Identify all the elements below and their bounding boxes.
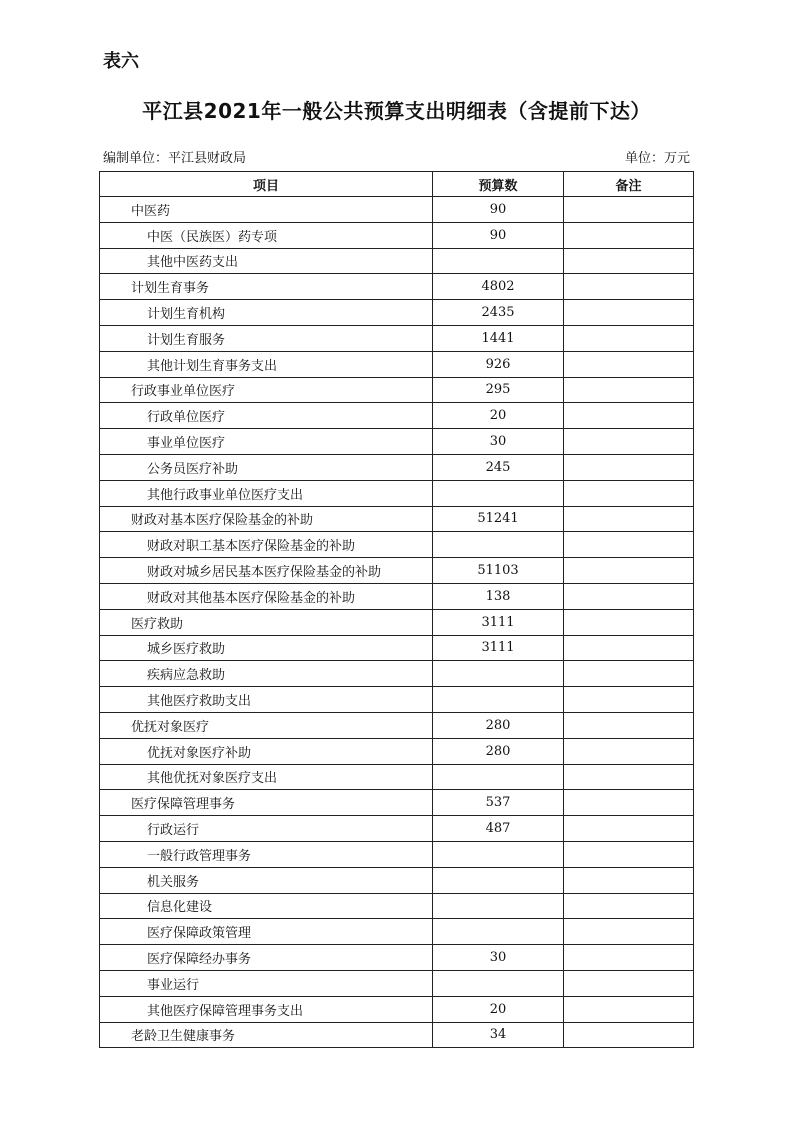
table-row (100, 687, 694, 713)
table-row (100, 945, 694, 971)
row-budget-amount (433, 764, 564, 790)
row-budget-amount (433, 970, 564, 996)
row-budget-amount: 51241 (433, 506, 564, 532)
row-item-name: 其他行政事业单位医疗支出 (100, 480, 433, 506)
row-note (564, 945, 694, 971)
row-note (564, 738, 694, 764)
row-item-name: 行政运行 (100, 816, 433, 842)
row-note (564, 274, 694, 300)
column-header-note: 备注 (564, 172, 694, 197)
row-budget-amount: 537 (433, 790, 564, 816)
row-note (564, 790, 694, 816)
table-row (100, 377, 694, 403)
table-body (100, 197, 694, 1048)
row-budget-amount (433, 532, 564, 558)
table-row (100, 764, 694, 790)
compiling-unit: 编制单位：平江县财政局 (103, 151, 247, 166)
table-row (100, 506, 694, 532)
row-budget-amount: 280 (433, 712, 564, 738)
row-budget-amount: 926 (433, 351, 564, 377)
row-item-name: 财政对其他基本医疗保险基金的补助 (100, 583, 433, 609)
row-item-name: 其他优抚对象医疗支出 (100, 764, 433, 790)
table-row (100, 893, 694, 919)
row-item-name: 医疗保障管理事务 (100, 790, 433, 816)
row-note (564, 300, 694, 326)
row-item-name: 财政对城乡居民基本医疗保险基金的补助 (100, 558, 433, 584)
budget-table (99, 171, 694, 1048)
row-note (564, 970, 694, 996)
row-note (564, 429, 694, 455)
row-item-name: 其他中医药支出 (100, 248, 433, 274)
row-note (564, 197, 694, 223)
row-budget-amount: 30 (433, 945, 564, 971)
row-note (564, 712, 694, 738)
table-row (100, 480, 694, 506)
row-budget-amount (433, 867, 564, 893)
table-row (100, 300, 694, 326)
row-item-name: 行政单位医疗 (100, 403, 433, 429)
row-item-name: 疾病应急救助 (100, 661, 433, 687)
row-budget-amount: 4802 (433, 274, 564, 300)
row-note (564, 609, 694, 635)
row-budget-amount (433, 919, 564, 945)
row-item-name: 事业运行 (100, 970, 433, 996)
row-item-name: 行政事业单位医疗 (100, 377, 433, 403)
row-note (564, 222, 694, 248)
row-item-name: 中医（民族医）药专项 (100, 222, 433, 248)
row-note (564, 764, 694, 790)
row-budget-amount (433, 661, 564, 687)
table-row (100, 867, 694, 893)
row-note (564, 532, 694, 558)
row-note (564, 403, 694, 429)
row-note (564, 377, 694, 403)
row-note (564, 506, 694, 532)
row-note (564, 454, 694, 480)
row-note (564, 841, 694, 867)
row-budget-amount (433, 893, 564, 919)
row-budget-amount (433, 480, 564, 506)
row-note (564, 635, 694, 661)
row-item-name: 计划生育机构 (100, 300, 433, 326)
row-budget-amount: 2435 (433, 300, 564, 326)
row-budget-amount (433, 248, 564, 274)
row-note (564, 558, 694, 584)
row-budget-amount: 1441 (433, 325, 564, 351)
row-note (564, 351, 694, 377)
table-row (100, 558, 694, 584)
currency-unit: 单位：万元 (624, 151, 690, 166)
row-item-name: 医疗保障政策管理 (100, 919, 433, 945)
table-row (100, 454, 694, 480)
row-note (564, 661, 694, 687)
row-budget-amount: 487 (433, 816, 564, 842)
row-budget-amount: 51103 (433, 558, 564, 584)
table-row (100, 197, 694, 223)
row-budget-amount: 245 (433, 454, 564, 480)
table-row (100, 532, 694, 558)
row-item-name: 医疗救助 (100, 609, 433, 635)
row-item-name: 其他医疗保障管理事务支出 (100, 996, 433, 1022)
table-row (100, 222, 694, 248)
row-item-name: 公务员医疗补助 (100, 454, 433, 480)
row-budget-amount (433, 841, 564, 867)
row-note (564, 996, 694, 1022)
table-header-row (100, 172, 694, 197)
row-note (564, 816, 694, 842)
row-note (564, 480, 694, 506)
row-budget-amount: 90 (433, 222, 564, 248)
table-row (100, 1022, 694, 1048)
row-budget-amount: 20 (433, 996, 564, 1022)
row-item-name: 老龄卫生健康事务 (100, 1022, 433, 1048)
row-budget-amount: 90 (433, 197, 564, 223)
table-row (100, 429, 694, 455)
row-note (564, 583, 694, 609)
table-row (100, 996, 694, 1022)
row-item-name: 优抚对象医疗补助 (100, 738, 433, 764)
row-item-name: 计划生育服务 (100, 325, 433, 351)
row-budget-amount: 295 (433, 377, 564, 403)
row-item-name: 医疗保障经办事务 (100, 945, 433, 971)
row-budget-amount: 30 (433, 429, 564, 455)
table-row (100, 919, 694, 945)
row-budget-amount: 3111 (433, 609, 564, 635)
table-row (100, 712, 694, 738)
table-row (100, 790, 694, 816)
row-note (564, 325, 694, 351)
row-item-name: 财政对基本医疗保险基金的补助 (100, 506, 433, 532)
row-item-name: 优抚对象医疗 (100, 712, 433, 738)
row-item-name: 其他医疗救助支出 (100, 687, 433, 713)
row-budget-amount: 20 (433, 403, 564, 429)
row-note (564, 248, 694, 274)
row-item-name: 城乡医疗救助 (100, 635, 433, 661)
table-row (100, 274, 694, 300)
row-item-name: 中医药 (100, 197, 433, 223)
column-header-item: 项目 (100, 172, 433, 197)
table-row (100, 661, 694, 687)
row-item-name: 信息化建设 (100, 893, 433, 919)
table-row (100, 609, 694, 635)
row-budget-amount: 34 (433, 1022, 564, 1048)
row-note (564, 919, 694, 945)
row-note (564, 687, 694, 713)
table-row (100, 583, 694, 609)
table-row (100, 325, 694, 351)
table-row (100, 970, 694, 996)
row-item-name: 一般行政管理事务 (100, 841, 433, 867)
table-row (100, 635, 694, 661)
column-header-amount: 预算数 (433, 172, 564, 197)
page-title: 平江县2021年一般公共预算支出明细表（含提前下达） (142, 99, 651, 123)
table-row (100, 841, 694, 867)
row-budget-amount: 280 (433, 738, 564, 764)
table-label: 表六 (103, 51, 139, 72)
row-item-name: 机关服务 (100, 867, 433, 893)
table-row (100, 738, 694, 764)
row-note (564, 1022, 694, 1048)
row-budget-amount: 138 (433, 583, 564, 609)
table-row (100, 403, 694, 429)
row-item-name: 其他计划生育事务支出 (100, 351, 433, 377)
row-item-name: 财政对职工基本医疗保险基金的补助 (100, 532, 433, 558)
row-budget-amount: 3111 (433, 635, 564, 661)
row-item-name: 计划生育事务 (100, 274, 433, 300)
row-note (564, 893, 694, 919)
row-item-name: 事业单位医疗 (100, 429, 433, 455)
table-row (100, 248, 694, 274)
table-row (100, 816, 694, 842)
row-budget-amount (433, 687, 564, 713)
table-row (100, 351, 694, 377)
row-note (564, 867, 694, 893)
